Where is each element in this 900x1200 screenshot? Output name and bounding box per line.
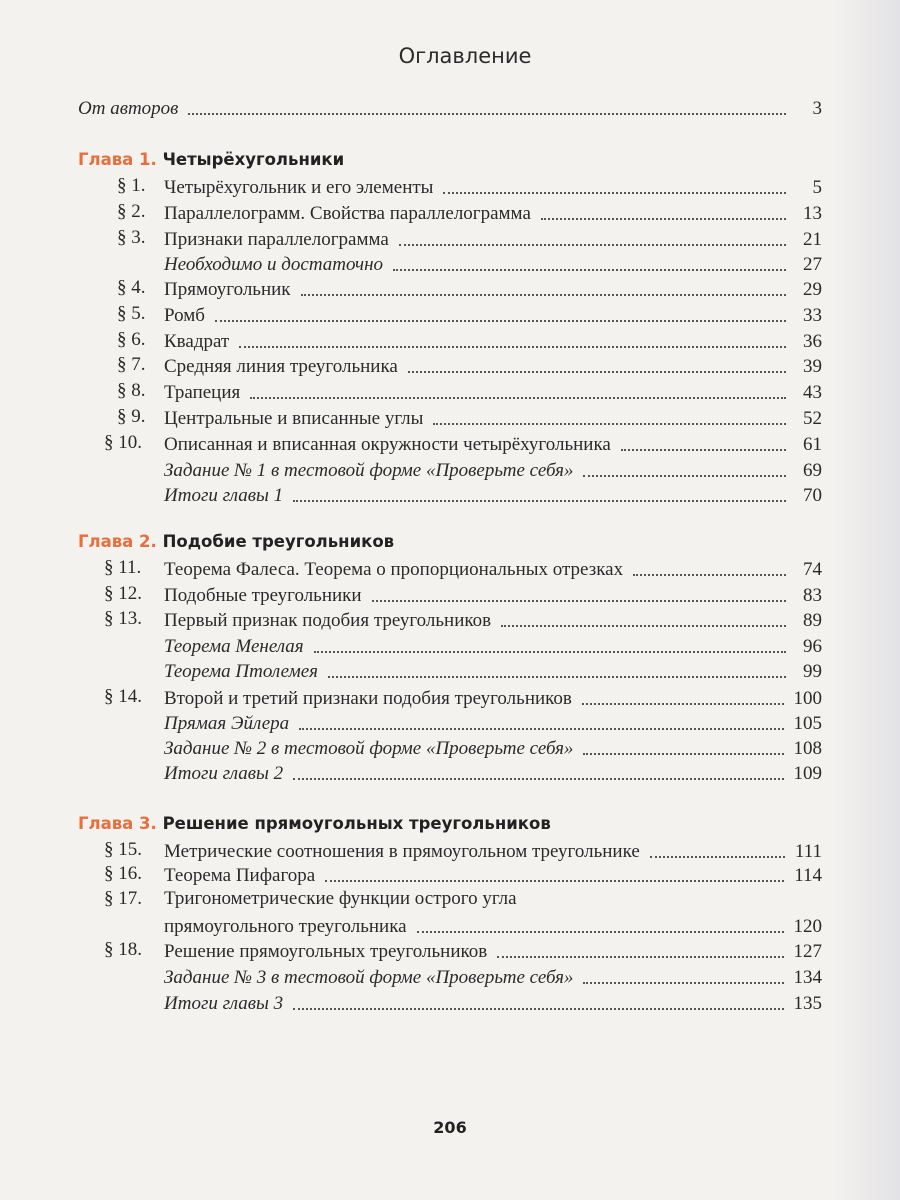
toc-entry[interactable] — [164, 226, 822, 252]
section-number: § 9. — [117, 406, 146, 427]
entry-text: Теорема Птолемея — [164, 661, 318, 682]
entry-page: 39 — [803, 356, 822, 377]
toc-entry[interactable] — [164, 838, 822, 864]
toc-entry[interactable] — [164, 735, 822, 761]
chapter-name: Решение прямоугольных треугольников — [162, 814, 551, 833]
entry-page: 127 — [793, 941, 822, 962]
entry-text: прямоугольного треугольника — [164, 916, 407, 937]
dot-leader — [650, 856, 785, 858]
toc-entry[interactable] — [164, 685, 822, 711]
entry-page: 83 — [803, 585, 822, 606]
section-number: § 15. — [104, 839, 142, 860]
toc-entry[interactable] — [164, 862, 822, 888]
entry-page: 99 — [803, 661, 822, 682]
section-number: § 2. — [117, 201, 146, 222]
section-number: § 12. — [104, 583, 142, 604]
entry-page: 29 — [803, 279, 822, 300]
entry-page: 108 — [793, 738, 822, 759]
entry-page: 5 — [812, 177, 822, 198]
entry-page: 105 — [793, 713, 822, 734]
dot-leader — [582, 703, 784, 705]
entry-text: Прямоугольник — [164, 279, 291, 300]
entry-page: 96 — [803, 636, 822, 657]
entry-text: Второй и третий признаки подобия треугольников — [164, 688, 572, 709]
entry-page: 74 — [803, 559, 822, 580]
dot-leader — [293, 1008, 783, 1010]
entry-page: 13 — [803, 203, 822, 224]
dot-leader — [541, 218, 786, 220]
entry-page: 43 — [803, 382, 822, 403]
dot-leader — [583, 753, 783, 755]
entry-text: Итоги главы 1 — [164, 485, 284, 506]
entry-text-line: Тригонометрические функции острого угла — [164, 888, 517, 909]
toc-entry[interactable] — [164, 200, 822, 226]
dot-leader — [399, 244, 786, 246]
dot-leader — [314, 651, 786, 653]
entry-page: 114 — [794, 865, 822, 886]
entry-text: Теорема Менелая — [164, 636, 304, 657]
dot-leader — [583, 475, 786, 477]
dot-leader — [497, 956, 783, 958]
toc-entry[interactable] — [164, 990, 822, 1016]
toc-entry[interactable] — [164, 328, 822, 354]
dot-leader — [325, 880, 784, 882]
toc-entry[interactable] — [164, 276, 822, 302]
entry-page: 33 — [803, 305, 822, 326]
dot-leader — [372, 600, 786, 602]
entry-text: Трапеция — [164, 382, 241, 403]
toc-entry-intro[interactable] — [78, 95, 822, 121]
toc-entry[interactable] — [164, 482, 822, 508]
section-number: § 14. — [104, 686, 142, 707]
dot-leader — [393, 269, 786, 271]
entry-page: 70 — [803, 485, 822, 506]
entry-text: Итоги главы 3 — [164, 993, 284, 1014]
toc-entry[interactable] — [164, 938, 822, 964]
chapter-number: Глава 2. — [78, 532, 157, 551]
dot-leader — [417, 931, 784, 933]
dot-leader — [408, 371, 786, 373]
toc-entry[interactable] — [164, 633, 822, 659]
entry-page: 61 — [803, 434, 822, 455]
dot-leader — [433, 423, 786, 425]
entry-text: От авторов — [78, 98, 179, 119]
toc-entry[interactable] — [164, 710, 822, 736]
entry-text: Описанная и вписанная окружности четырёхугольника — [164, 434, 611, 455]
entry-page: 89 — [803, 610, 822, 631]
entry-text: Признаки параллелограмма — [164, 229, 389, 250]
chapter-heading-2[interactable] — [78, 530, 394, 556]
entry-page: 3 — [812, 98, 822, 119]
entry-text: Итоги главы 2 — [164, 763, 284, 784]
chapter-number: Глава 1. — [78, 150, 157, 169]
toc-entry[interactable] — [164, 457, 822, 483]
dot-leader — [583, 982, 783, 984]
entry-text: Параллелограмм. Свойства параллелограмма — [164, 203, 531, 224]
section-number: § 18. — [104, 939, 142, 960]
chapter-heading-3[interactable] — [78, 812, 551, 838]
entry-text: Теорема Пифагора — [164, 865, 316, 886]
entry-page: 111 — [794, 841, 822, 862]
section-number: § 13. — [104, 608, 142, 629]
entry-text: Четырёхугольник и его элементы — [164, 177, 434, 198]
dot-leader — [215, 320, 786, 322]
dot-leader — [299, 728, 783, 730]
entry-page: 135 — [793, 993, 822, 1014]
entry-page: 52 — [803, 408, 822, 429]
section-number: § 16. — [104, 863, 142, 884]
section-number: § 4. — [117, 277, 146, 298]
section-number: § 11. — [104, 557, 142, 578]
dot-leader — [293, 500, 786, 502]
toc-entry[interactable] — [164, 607, 822, 633]
entry-text: Задание № 1 в тестовой форме «Проверьте себя» — [164, 460, 574, 481]
entry-page: 27 — [803, 254, 822, 275]
section-number: § 7. — [117, 354, 146, 375]
entry-page: 69 — [803, 460, 822, 481]
dot-leader — [633, 574, 786, 576]
dot-leader — [621, 449, 786, 451]
toc-entry[interactable] — [164, 251, 822, 277]
chapter-heading-1[interactable] — [78, 148, 344, 174]
dot-leader — [501, 625, 786, 627]
toc-entry[interactable] — [164, 964, 822, 990]
entry-text: Центральные и вписанные углы — [164, 408, 424, 429]
entry-page: 100 — [793, 688, 822, 709]
entry-text: Теорема Фалеса. Теорема о пропорциональных отрезках — [164, 559, 624, 580]
entry-page: 21 — [803, 229, 822, 250]
chapter-name: Четырёхугольники — [162, 150, 345, 169]
entry-text: Решение прямоугольных треугольников — [164, 941, 488, 962]
section-number: § 10. — [104, 432, 142, 453]
page-number: 206 — [433, 1118, 467, 1137]
entry-text: Первый признак подобия треугольников — [164, 610, 492, 631]
entry-text: Ромб — [164, 305, 205, 326]
section-number: § 3. — [117, 227, 146, 248]
dot-leader — [250, 397, 786, 399]
toc-entry[interactable] — [164, 582, 822, 608]
section-number: § 8. — [117, 380, 146, 401]
toc-entry[interactable] — [164, 302, 822, 328]
entry-page: 134 — [793, 967, 822, 988]
entry-text: Задание № 2 в тестовой форме «Проверьте себя» — [164, 738, 574, 759]
entry-text: Метрические соотношения в прямоугольном треугольнике — [164, 841, 640, 862]
chapter-number: Глава 3. — [78, 814, 157, 833]
toc-entry[interactable] — [164, 760, 822, 786]
entry-text: Подобные треугольники — [164, 585, 362, 606]
toc-entry[interactable] — [164, 174, 822, 200]
toc-entry[interactable] — [164, 379, 822, 405]
dot-leader — [293, 778, 783, 780]
section-number: § 1. — [117, 175, 146, 196]
dot-leader — [239, 346, 786, 348]
entry-text: Квадрат — [164, 331, 230, 352]
dot-leader — [443, 192, 786, 194]
section-number: § 6. — [117, 329, 146, 350]
entry-text: Необходимо и достаточно — [164, 254, 383, 275]
entry-page: 109 — [793, 763, 822, 784]
section-number: § 17. — [104, 888, 142, 909]
dot-leader — [188, 113, 786, 115]
facing-page-shadow — [830, 0, 900, 1200]
toc-entry[interactable] — [164, 658, 822, 684]
page-title: Оглавление — [398, 44, 532, 68]
entry-text: Прямая Эйлера — [164, 713, 290, 734]
entry-text: Задание № 3 в тестовой форме «Проверьте себя» — [164, 967, 574, 988]
toc-entry[interactable] — [164, 556, 822, 582]
toc-entry[interactable] — [164, 431, 822, 457]
entry-page: 120 — [793, 916, 822, 937]
toc-entry[interactable] — [164, 405, 822, 431]
dot-leader — [328, 676, 786, 678]
section-number: § 5. — [117, 303, 146, 324]
entry-page: 36 — [803, 331, 822, 352]
entry-text: Средняя линия треугольника — [164, 356, 398, 377]
dot-leader — [301, 294, 786, 296]
chapter-name: Подобие треугольников — [162, 532, 395, 551]
toc-entry[interactable] — [164, 913, 822, 939]
toc-entry[interactable] — [164, 353, 822, 379]
